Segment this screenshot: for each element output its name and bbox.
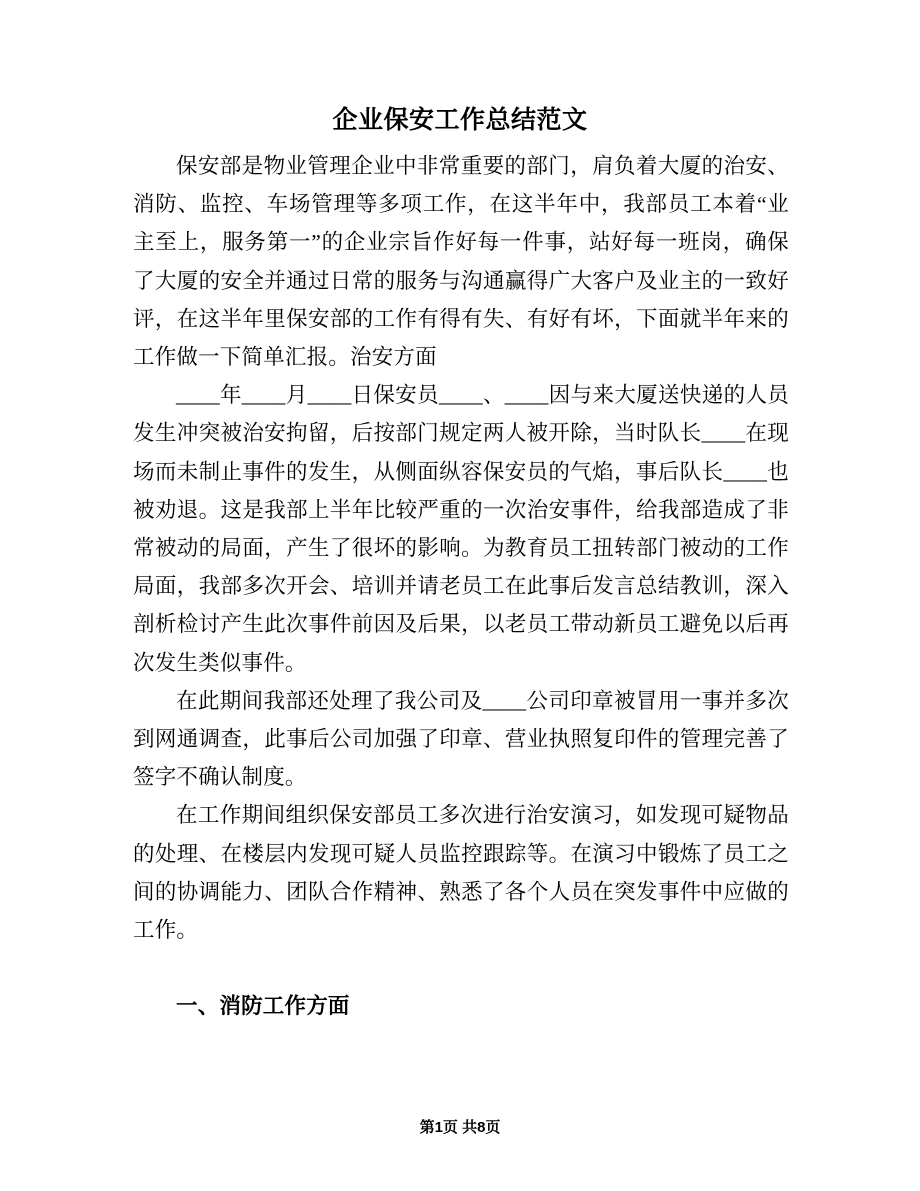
paragraph-security-drills: 在工作期间组织保安部员工多次进行治安演习，如发现可疑物品的处理、在楼层内发现可疑人员监控跟踪等。在演习中锻炼了员工之间的协调能力、团队合作精神、熟悉了各个人员在突发事件中应做的工作。 — [133, 803, 789, 943]
paragraph-security-incident: ____年____月____日保安员____、____因与来大厦送快递的人员发生冲突被治安拘留，后按部门规定两人被开除，当时队长____在现场而未制止事件的发生，从侧面纵容保安员的气焰，事后队长____也被劝退。这是我部上半年比较严重的一次治安事件，给我部造成了非常被动的局面，产生了很坏的影响。为教育员工扭转部门被动的工作局面，我部多次开会、培训并请老员工在此事后发言总结教训，深入剖析检讨产生此次事件前因及后果，以老员工带动新员工避免以后再次发生类似事件。 — [133, 383, 789, 675]
section-spacer — [133, 949, 789, 987]
document-body — [133, 147, 789, 1026]
section-heading-fire-safety: 一、消防工作方面 — [176, 994, 350, 1019]
page-number-footer: 第1页 共8页 — [419, 1119, 501, 1136]
paragraph-seal-misuse: 在此期间我部还处理了我公司及____公司印章被冒用一事并多次到网通调查，此事后公司加强了印章、营业执照复印件的管理完善了签字不确认制度。 — [133, 688, 789, 790]
paragraph-intro: 保安部是物业管理企业中非常重要的部门，肩负着大厦的治安、消防、监控、车场管理等多项工作，在这半年中，我部员工本着“业主至上，服务第一”的企业宗旨作好每一件事，站好每一班岗，确保了大厦的安全并通过日常的服务与沟通赢得广大客户及业主的一致好评，在这半年里保安部的工作有得有失、有好有坏，下面就半年来的工作做一下简单汇报。治安方面 — [133, 154, 789, 370]
page-title: 企业保安工作总结范文 — [332, 106, 588, 134]
